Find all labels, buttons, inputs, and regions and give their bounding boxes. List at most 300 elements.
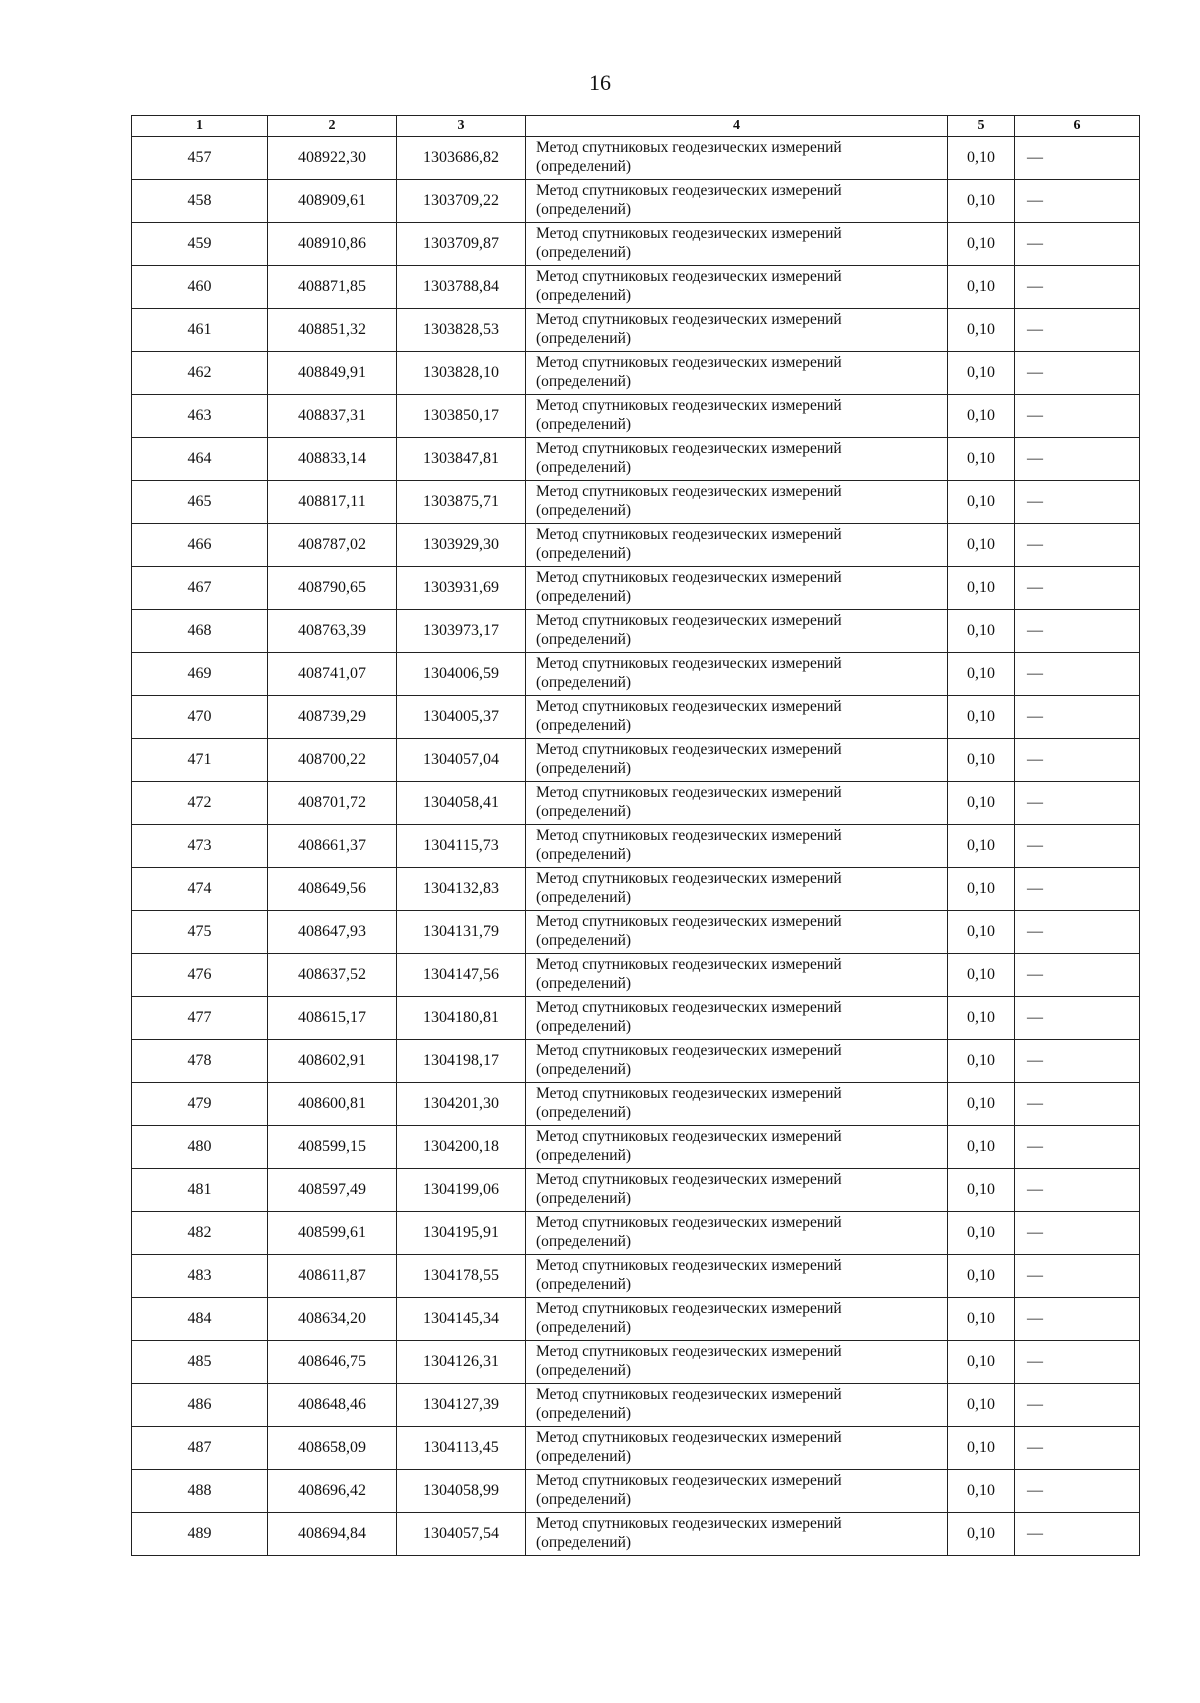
point-number: 482	[132, 1212, 268, 1255]
point-number: 469	[132, 653, 268, 696]
method-line-1: Метод спутниковых геодезических измерений	[536, 483, 842, 500]
note-dash: —	[1015, 1083, 1140, 1126]
table-row	[132, 610, 1140, 653]
method-line-1: Метод спутниковых геодезических измерений	[536, 612, 842, 629]
method-line-1: Метод спутниковых геодезических измерений	[536, 139, 842, 156]
header-col-6: 6	[1015, 116, 1140, 137]
method-line-1: Метод спутниковых геодезических измерений	[536, 440, 842, 457]
method-line-1: Метод спутниковых геодезических измерений	[536, 225, 842, 242]
point-number: 481	[132, 1169, 268, 1212]
method-cell	[526, 739, 948, 782]
method-line-1: Метод спутниковых геодезических измерений	[536, 1472, 842, 1489]
method-line-1: Метод спутниковых геодезических измерений	[536, 1300, 842, 1317]
accuracy-value: 0,10	[948, 524, 1015, 567]
header-col-1: 1	[132, 116, 268, 137]
method-line-2: (определений)	[536, 416, 632, 433]
point-number: 461	[132, 309, 268, 352]
note-dash: —	[1015, 868, 1140, 911]
method-line-1: Метод спутниковых геодезических измерений	[536, 1257, 842, 1274]
method-cell	[526, 1513, 948, 1556]
accuracy-value: 0,10	[948, 696, 1015, 739]
note-dash: —	[1015, 524, 1140, 567]
coordinate-x: 408849,91	[268, 352, 397, 395]
coordinate-x: 408611,87	[268, 1255, 397, 1298]
accuracy-value: 0,10	[948, 868, 1015, 911]
accuracy-value: 0,10	[948, 653, 1015, 696]
accuracy-value: 0,10	[948, 1083, 1015, 1126]
point-number: 459	[132, 223, 268, 266]
method-line-1: Метод спутниковых геодезических измерений	[536, 1515, 842, 1532]
point-number: 479	[132, 1083, 268, 1126]
coordinate-y: 1304006,59	[397, 653, 526, 696]
note-dash: —	[1015, 481, 1140, 524]
accuracy-value: 0,10	[948, 266, 1015, 309]
method-line-2: (определений)	[536, 1319, 632, 1336]
accuracy-value: 0,10	[948, 438, 1015, 481]
method-line-1: Метод спутниковых геодезических измерений	[536, 784, 842, 801]
point-number: 464	[132, 438, 268, 481]
method-line-1: Метод спутниковых геодезических измерений	[536, 311, 842, 328]
coordinate-x: 408787,02	[268, 524, 397, 567]
method-line-2: (определений)	[536, 1104, 632, 1121]
note-dash: —	[1015, 1040, 1140, 1083]
note-dash: —	[1015, 911, 1140, 954]
method-cell	[526, 1298, 948, 1341]
method-line-2: (определений)	[536, 1491, 632, 1508]
point-number: 485	[132, 1341, 268, 1384]
method-line-2: (определений)	[536, 1233, 632, 1250]
method-line-2: (определений)	[536, 631, 632, 648]
accuracy-value: 0,10	[948, 1341, 1015, 1384]
method-line-1: Метод спутниковых геодезических измерений	[536, 268, 842, 285]
method-line-2: (определений)	[536, 1534, 632, 1551]
table-row	[132, 481, 1140, 524]
method-line-2: (определений)	[536, 201, 632, 218]
method-line-2: (определений)	[536, 244, 632, 261]
method-cell	[526, 395, 948, 438]
coordinate-y: 1303828,53	[397, 309, 526, 352]
method-cell	[526, 1083, 948, 1126]
table-header	[132, 116, 1140, 137]
method-cell	[526, 1169, 948, 1212]
coordinate-x: 408648,46	[268, 1384, 397, 1427]
table-row	[132, 1341, 1140, 1384]
coordinate-x: 408597,49	[268, 1169, 397, 1212]
coordinate-x: 408615,17	[268, 997, 397, 1040]
note-dash: —	[1015, 1169, 1140, 1212]
method-line-2: (определений)	[536, 1061, 632, 1078]
accuracy-value: 0,10	[948, 739, 1015, 782]
table-row	[132, 309, 1140, 352]
method-line-1: Метод спутниковых геодезических измерений	[536, 397, 842, 414]
coordinate-y: 1304195,91	[397, 1212, 526, 1255]
header-col-4: 4	[526, 116, 948, 137]
coordinate-y: 1304057,04	[397, 739, 526, 782]
method-cell	[526, 481, 948, 524]
coordinate-y: 1304201,30	[397, 1083, 526, 1126]
method-cell	[526, 438, 948, 481]
point-number: 486	[132, 1384, 268, 1427]
method-line-2: (определений)	[536, 330, 632, 347]
coordinate-y: 1303929,30	[397, 524, 526, 567]
point-number: 474	[132, 868, 268, 911]
method-line-2: (определений)	[536, 1405, 632, 1422]
coordinate-y: 1304132,83	[397, 868, 526, 911]
coordinate-x: 408922,30	[268, 137, 397, 180]
coordinate-y: 1303875,71	[397, 481, 526, 524]
coordinate-x: 408739,29	[268, 696, 397, 739]
coordinate-x: 408910,86	[268, 223, 397, 266]
coordinate-y: 1303788,84	[397, 266, 526, 309]
accuracy-value: 0,10	[948, 1427, 1015, 1470]
note-dash: —	[1015, 1126, 1140, 1169]
coordinate-y: 1303973,17	[397, 610, 526, 653]
table-row	[132, 1169, 1140, 1212]
accuracy-value: 0,10	[948, 481, 1015, 524]
accuracy-value: 0,10	[948, 309, 1015, 352]
coordinate-x: 408700,22	[268, 739, 397, 782]
table-row	[132, 1513, 1140, 1556]
coordinate-y: 1304200,18	[397, 1126, 526, 1169]
point-number: 460	[132, 266, 268, 309]
method-line-2: (определений)	[536, 717, 632, 734]
method-cell	[526, 137, 948, 180]
method-line-1: Метод спутниковых геодезических измерений	[536, 1042, 842, 1059]
method-cell	[526, 1470, 948, 1513]
method-cell	[526, 1384, 948, 1427]
coordinate-x: 408649,56	[268, 868, 397, 911]
method-line-1: Метод спутниковых геодезических измерений	[536, 956, 842, 973]
method-cell	[526, 1255, 948, 1298]
accuracy-value: 0,10	[948, 1126, 1015, 1169]
coordinate-y: 1304178,55	[397, 1255, 526, 1298]
coordinate-y: 1303686,82	[397, 137, 526, 180]
coordinate-x: 408694,84	[268, 1513, 397, 1556]
accuracy-value: 0,10	[948, 223, 1015, 266]
method-line-1: Метод спутниковых геодезических измерений	[536, 1171, 842, 1188]
accuracy-value: 0,10	[948, 997, 1015, 1040]
coordinate-x: 408599,61	[268, 1212, 397, 1255]
method-line-1: Метод спутниковых геодезических измерений	[536, 1386, 842, 1403]
note-dash: —	[1015, 266, 1140, 309]
method-line-2: (определений)	[536, 1362, 632, 1379]
accuracy-value: 0,10	[948, 1298, 1015, 1341]
table-row	[132, 438, 1140, 481]
coordinate-x: 408741,07	[268, 653, 397, 696]
point-number: 466	[132, 524, 268, 567]
point-number: 477	[132, 997, 268, 1040]
point-number: 487	[132, 1427, 268, 1470]
table-row	[132, 954, 1140, 997]
coordinate-x: 408647,93	[268, 911, 397, 954]
method-line-1: Метод спутниковых геодезических измерений	[536, 1214, 842, 1231]
note-dash: —	[1015, 782, 1140, 825]
method-line-2: (определений)	[536, 158, 632, 175]
table-row	[132, 1470, 1140, 1513]
note-dash: —	[1015, 997, 1140, 1040]
coordinate-x: 408661,37	[268, 825, 397, 868]
table-row	[132, 137, 1140, 180]
coordinate-y: 1304131,79	[397, 911, 526, 954]
method-line-1: Метод спутниковых геодезических измерений	[536, 1429, 842, 1446]
accuracy-value: 0,10	[948, 352, 1015, 395]
coordinate-y: 1304126,31	[397, 1341, 526, 1384]
coordinate-y: 1304199,06	[397, 1169, 526, 1212]
coordinate-x: 408599,15	[268, 1126, 397, 1169]
point-number: 476	[132, 954, 268, 997]
point-number: 488	[132, 1470, 268, 1513]
method-cell	[526, 567, 948, 610]
header-col-5: 5	[948, 116, 1015, 137]
method-line-1: Метод спутниковых геодезических измерений	[536, 569, 842, 586]
point-number: 489	[132, 1513, 268, 1556]
coordinate-x: 408634,20	[268, 1298, 397, 1341]
method-line-2: (определений)	[536, 975, 632, 992]
point-number: 472	[132, 782, 268, 825]
method-line-2: (определений)	[536, 545, 632, 562]
method-line-1: Метод спутниковых геодезических измерений	[536, 354, 842, 371]
method-cell	[526, 223, 948, 266]
table-row	[132, 1126, 1140, 1169]
method-line-2: (определений)	[536, 1018, 632, 1035]
method-line-2: (определений)	[536, 846, 632, 863]
coordinate-x: 408790,65	[268, 567, 397, 610]
table-row	[132, 825, 1140, 868]
method-line-2: (определений)	[536, 932, 632, 949]
note-dash: —	[1015, 610, 1140, 653]
method-line-2: (определений)	[536, 1448, 632, 1465]
coordinate-y: 1304145,34	[397, 1298, 526, 1341]
accuracy-value: 0,10	[948, 137, 1015, 180]
note-dash: —	[1015, 1298, 1140, 1341]
method-line-1: Метод спутниковых геодезических измерений	[536, 999, 842, 1016]
coordinate-y: 1304058,99	[397, 1470, 526, 1513]
point-number: 465	[132, 481, 268, 524]
accuracy-value: 0,10	[948, 1255, 1015, 1298]
accuracy-value: 0,10	[948, 1169, 1015, 1212]
coordinate-x: 408909,61	[268, 180, 397, 223]
note-dash: —	[1015, 309, 1140, 352]
point-number: 478	[132, 1040, 268, 1083]
note-dash: —	[1015, 1255, 1140, 1298]
table-row	[132, 653, 1140, 696]
coordinate-y: 1303828,10	[397, 352, 526, 395]
method-cell	[526, 911, 948, 954]
table-row	[132, 1298, 1140, 1341]
coordinate-x: 408833,14	[268, 438, 397, 481]
method-cell	[526, 997, 948, 1040]
method-cell	[526, 954, 948, 997]
point-number: 457	[132, 137, 268, 180]
table-row	[132, 395, 1140, 438]
method-line-1: Метод спутниковых геодезических измерений	[536, 870, 842, 887]
accuracy-value: 0,10	[948, 567, 1015, 610]
point-number: 480	[132, 1126, 268, 1169]
method-cell	[526, 524, 948, 567]
coordinate-x: 408817,11	[268, 481, 397, 524]
accuracy-value: 0,10	[948, 1470, 1015, 1513]
coordinate-y: 1304180,81	[397, 997, 526, 1040]
coordinate-y: 1304113,45	[397, 1427, 526, 1470]
point-number: 468	[132, 610, 268, 653]
note-dash: —	[1015, 739, 1140, 782]
page-number: 16	[589, 70, 611, 95]
accuracy-value: 0,10	[948, 911, 1015, 954]
note-dash: —	[1015, 567, 1140, 610]
method-cell	[526, 1212, 948, 1255]
method-line-1: Метод спутниковых геодезических измерений	[536, 741, 842, 758]
table-row	[132, 266, 1140, 309]
point-number: 470	[132, 696, 268, 739]
note-dash: —	[1015, 1341, 1140, 1384]
method-cell	[526, 352, 948, 395]
method-cell	[526, 696, 948, 739]
method-cell	[526, 868, 948, 911]
table-row	[132, 868, 1140, 911]
method-line-2: (определений)	[536, 459, 632, 476]
note-dash: —	[1015, 395, 1140, 438]
note-dash: —	[1015, 223, 1140, 266]
note-dash: —	[1015, 1212, 1140, 1255]
method-line-2: (определений)	[536, 889, 632, 906]
table-row	[132, 911, 1140, 954]
note-dash: —	[1015, 438, 1140, 481]
table-row	[132, 696, 1140, 739]
note-dash: —	[1015, 1384, 1140, 1427]
method-line-1: Метод спутниковых геодезических измерений	[536, 526, 842, 543]
table-row	[132, 567, 1140, 610]
point-number: 458	[132, 180, 268, 223]
coordinate-x: 408658,09	[268, 1427, 397, 1470]
method-line-2: (определений)	[536, 1147, 632, 1164]
accuracy-value: 0,10	[948, 610, 1015, 653]
method-cell	[526, 1427, 948, 1470]
coordinate-x: 408646,75	[268, 1341, 397, 1384]
table-row	[132, 1384, 1140, 1427]
table-row	[132, 1255, 1140, 1298]
coordinate-x: 408837,31	[268, 395, 397, 438]
table-row	[132, 1427, 1140, 1470]
point-number: 463	[132, 395, 268, 438]
note-dash: —	[1015, 180, 1140, 223]
coordinate-x: 408851,32	[268, 309, 397, 352]
table-row	[132, 1212, 1140, 1255]
header-col-2: 2	[268, 116, 397, 137]
coordinate-x: 408600,81	[268, 1083, 397, 1126]
method-line-2: (определений)	[536, 1190, 632, 1207]
method-cell	[526, 266, 948, 309]
point-number: 483	[132, 1255, 268, 1298]
table-row	[132, 997, 1140, 1040]
method-line-1: Метод спутниковых геодезических измерений	[536, 1343, 842, 1360]
method-line-1: Метод спутниковых геодезических измерений	[536, 913, 842, 930]
method-cell	[526, 782, 948, 825]
method-line-2: (определений)	[536, 803, 632, 820]
table-row	[132, 524, 1140, 567]
accuracy-value: 0,10	[948, 1212, 1015, 1255]
accuracy-value: 0,10	[948, 1040, 1015, 1083]
method-cell	[526, 653, 948, 696]
header-col-3: 3	[397, 116, 526, 137]
method-cell	[526, 1126, 948, 1169]
coordinate-x: 408696,42	[268, 1470, 397, 1513]
coordinate-x: 408763,39	[268, 610, 397, 653]
method-line-2: (определений)	[536, 760, 632, 777]
coordinate-x: 408701,72	[268, 782, 397, 825]
method-line-1: Метод спутниковых геодезических измерений	[536, 1128, 842, 1145]
coordinate-y: 1304115,73	[397, 825, 526, 868]
coordinate-x: 408871,85	[268, 266, 397, 309]
note-dash: —	[1015, 1470, 1140, 1513]
coordinate-y: 1304127,39	[397, 1384, 526, 1427]
method-line-2: (определений)	[536, 1276, 632, 1293]
table-row	[132, 352, 1140, 395]
method-line-1: Метод спутниковых геодезических измерений	[536, 698, 842, 715]
method-cell	[526, 1040, 948, 1083]
coordinate-y: 1304005,37	[397, 696, 526, 739]
accuracy-value: 0,10	[948, 782, 1015, 825]
method-line-2: (определений)	[536, 674, 632, 691]
table-body	[132, 137, 1140, 1556]
point-number: 473	[132, 825, 268, 868]
header-row	[132, 116, 1140, 137]
method-cell	[526, 180, 948, 223]
method-cell	[526, 309, 948, 352]
table-row	[132, 1040, 1140, 1083]
coordinate-y: 1303709,22	[397, 180, 526, 223]
coordinate-y: 1303931,69	[397, 567, 526, 610]
coordinate-y: 1303847,81	[397, 438, 526, 481]
note-dash: —	[1015, 1513, 1140, 1556]
accuracy-value: 0,10	[948, 395, 1015, 438]
note-dash: —	[1015, 352, 1140, 395]
accuracy-value: 0,10	[948, 1513, 1015, 1556]
method-line-1: Метод спутниковых геодезических измерений	[536, 1085, 842, 1102]
coordinate-x: 408637,52	[268, 954, 397, 997]
method-cell	[526, 1341, 948, 1384]
note-dash: —	[1015, 954, 1140, 997]
coordinate-x: 408602,91	[268, 1040, 397, 1083]
method-line-2: (определений)	[536, 502, 632, 519]
table-row	[132, 782, 1140, 825]
coordinate-y: 1304057,54	[397, 1513, 526, 1556]
note-dash: —	[1015, 696, 1140, 739]
coordinate-y: 1304058,41	[397, 782, 526, 825]
accuracy-value: 0,10	[948, 1384, 1015, 1427]
method-line-1: Метод спутниковых геодезических измерений	[536, 182, 842, 199]
method-line-2: (определений)	[536, 287, 632, 304]
accuracy-value: 0,10	[948, 180, 1015, 223]
method-line-2: (определений)	[536, 588, 632, 605]
method-line-2: (определений)	[536, 373, 632, 390]
method-cell	[526, 610, 948, 653]
point-number: 462	[132, 352, 268, 395]
table-row	[132, 739, 1140, 782]
note-dash: —	[1015, 825, 1140, 868]
coordinates-table	[131, 115, 1140, 1556]
point-number: 467	[132, 567, 268, 610]
point-number: 475	[132, 911, 268, 954]
method-cell	[526, 825, 948, 868]
coordinate-y: 1304198,17	[397, 1040, 526, 1083]
note-dash: —	[1015, 1427, 1140, 1470]
table-row	[132, 180, 1140, 223]
accuracy-value: 0,10	[948, 825, 1015, 868]
coordinate-y: 1304147,56	[397, 954, 526, 997]
accuracy-value: 0,10	[948, 954, 1015, 997]
table-row	[132, 223, 1140, 266]
note-dash: —	[1015, 653, 1140, 696]
